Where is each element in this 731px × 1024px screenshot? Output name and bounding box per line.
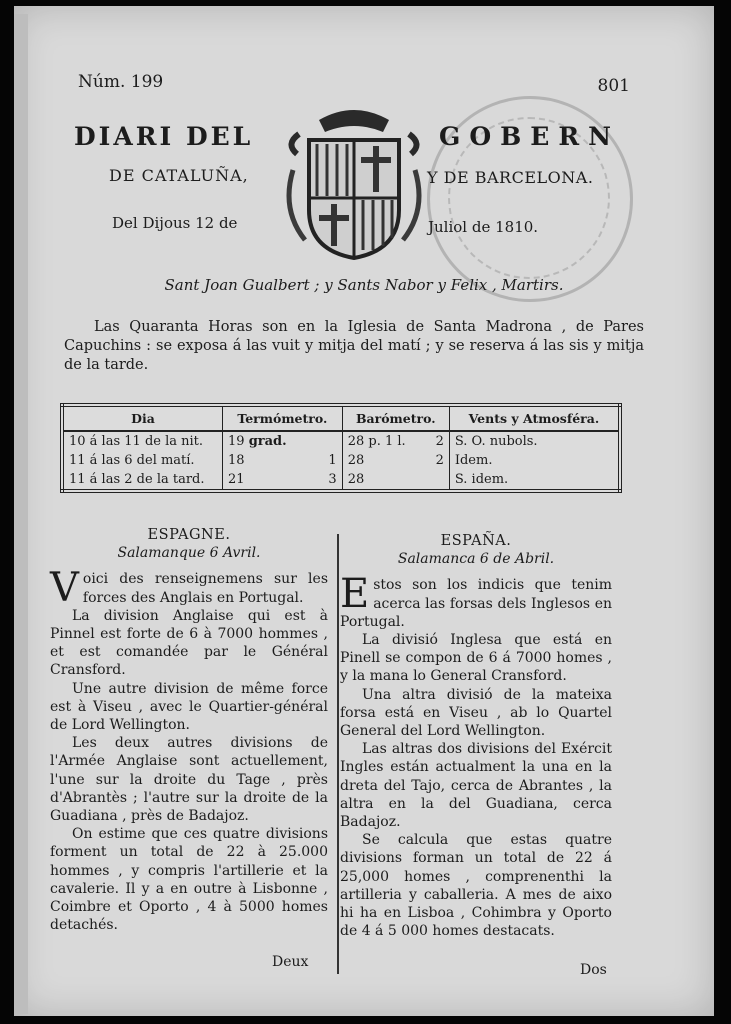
catalan-paragraph: Las altras dos divisions del Exércit Ingles están actualment la una en la dreta del Tajo, cerca de Abrantes , la altra en la del Guadiana, cerca Badajoz.: [340, 741, 612, 831]
date-left: Del Dijous 12 de: [112, 214, 238, 232]
cell-temp-n: 1: [317, 451, 343, 470]
cell-baro-n: 2: [426, 431, 449, 451]
cell-temp: 21: [228, 472, 245, 487]
cell-temp-n: 3: [317, 470, 343, 491]
cell-baro-n: 2: [426, 451, 449, 470]
french-paragraph: Voici des renseignemens sur les forces des Anglais en Portugal.: [50, 565, 328, 612]
subtitle-right: Y DE BARCELONA.: [427, 168, 594, 187]
newspaper-page: [14, 6, 714, 1016]
french-paragraph: Une autre division de même force est à Viseu , avec le Quartier-général de Lord Wellington.: [50, 680, 328, 734]
french-dateline: Salamanque 6 Avril.: [117, 545, 261, 562]
catalan-heading: ESPAÑA.: [440, 533, 512, 549]
cell-dia: 10 á las 11 de la nit.: [62, 431, 223, 451]
cell-dia: 11 á las 6 del matí.: [62, 451, 223, 470]
column-divider: [337, 534, 339, 974]
cell-temp: 18: [228, 453, 245, 468]
cell-temp: 19: [228, 434, 245, 449]
issue-number: Núm. 199: [78, 72, 164, 92]
catalan-paragraph: Estos son los indicis que tenim acerca las forsas dels Inglesos en Portugal.: [340, 571, 612, 630]
french-column: [50, 526, 328, 934]
cell-temp-unit: grad.: [248, 434, 287, 449]
drop-cap: V: [50, 565, 79, 612]
weather-table-header-row: [62, 405, 620, 431]
catalan-dateline: Salamanca 6 de Abril.: [397, 551, 555, 568]
drop-cap: E: [340, 571, 370, 618]
coat-of-arms-icon: [279, 100, 429, 262]
table-row: [62, 451, 620, 470]
header-vents: Vents y Atmosféra.: [449, 405, 620, 431]
cell-baro: 28: [347, 453, 365, 468]
catchword-right: Dos: [580, 962, 607, 978]
cell-vents: S. O. nubols.: [454, 434, 538, 449]
masthead-left: DIARI DEL: [74, 122, 254, 151]
catalan-paragraph: La divisió Inglesa que está en Pinell se compon de 6 á 7000 homes , y la mana lo General Cransford.: [340, 632, 612, 685]
weather-table: [60, 403, 622, 493]
french-paragraph: Les deux autres divisions de l'Armée Anglaise sont actuellement, l'une sur la droite du Tage , près d'Abrantès ; l'autre sur la droite de la Guadiana , près de Badajoz.: [50, 735, 328, 825]
saints-of-the-day: Sant Joan Gualbert ; y Sants Nabor y Felix , Martirs.: [164, 276, 564, 294]
table-row: [62, 431, 620, 451]
cell-baro: 28: [347, 472, 365, 487]
french-heading: ESPAGNE.: [147, 527, 231, 543]
cell-vents: Idem.: [454, 453, 493, 468]
catchword-left: Deux: [272, 954, 309, 970]
cell-vents: S. idem.: [454, 472, 509, 487]
masthead-right: GOBERN: [439, 122, 620, 151]
date-right: Juliol de 1810.: [428, 218, 539, 236]
french-paragraph: On estime que ces quatre divisions forment un total de 22 à 25.000 hommes , y compris l'artillerie et la cavalerie. Il y a en outre à Lisbonne , Coimbre et Oporto , 4 à 5000 homes detachés.: [50, 826, 328, 934]
cell-baro-n: [426, 470, 449, 491]
facing-page-edge: [14, 14, 28, 1014]
header-termometro: Termómetro.: [223, 405, 343, 431]
cell-baro: 28 p. 1 l.: [347, 434, 406, 449]
catalan-paragraph: Una altra divisió de la mateixa forsa está en Viseu , ab lo Quartel General del Lord Wellington.: [340, 686, 612, 740]
forty-hours-notice: Las Quaranta Horas son en la Iglesia de Santa Madrona , de Pares Capuchins : se exposa á las vuit y mitja del matí ; y se reserva á las sis y mitja de la tarde.: [64, 319, 644, 373]
catalan-column: [340, 532, 612, 940]
page-number: 801: [597, 76, 630, 96]
cell-dia: 11 á las 2 de la tard.: [62, 470, 223, 491]
subtitle-left: DE CATALUÑA,: [109, 166, 249, 185]
cell-temp-n: [317, 431, 343, 451]
table-row: [62, 470, 620, 491]
catalan-paragraph: Se calcula que estas quatre divisions forman un total de 22 á 25,000 homes , comprenenthi la artilleria y caballeria. A mes de aixo hi ha en Lisboa , Cohimbra y Oporto de 4 á 5 000 homes destacats.: [340, 832, 612, 940]
header-dia: Dia: [62, 405, 223, 431]
header-barometro: Barómetro.: [342, 405, 449, 431]
french-paragraph: La division Anglaise qui est à Pinnel est forte de 6 à 7000 hommes , et est comandée par le Général Cransford.: [50, 607, 328, 679]
